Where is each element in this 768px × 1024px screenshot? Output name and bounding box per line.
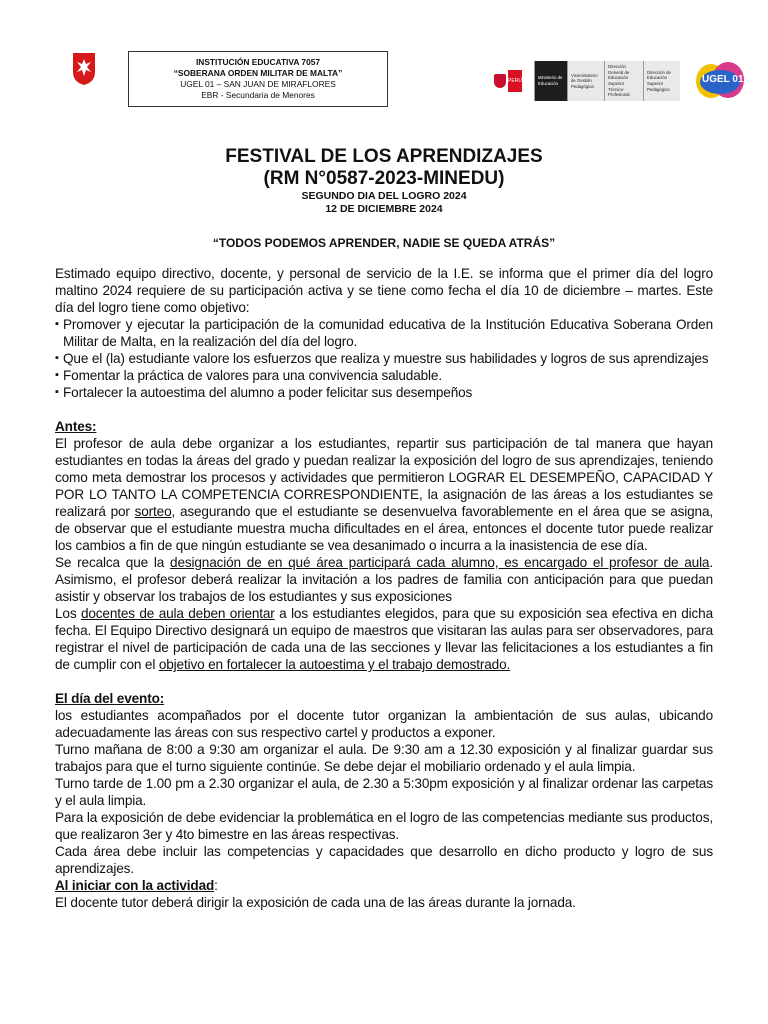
education-level: EBR - Secundaria de Menores [201,90,315,100]
ministry-logos [494,60,746,102]
subtitle-date: 12 DE DICIEMBRE 2024 [325,203,443,215]
title-line-2: (RM N°0587-2023-MINEDU) [263,168,505,189]
evento-paragraph: Cada área debe incluir las competencias y capacidades que desarrollo en dicho producto y logro de sus aprendizajes. [55,844,713,876]
institution-number: INSTITUCIÓN EDUCATIVA 7057 [195,57,321,67]
minedu-label: Ministerio de Educación [534,61,567,101]
objectives-list [55,316,713,401]
title-line-1: FESTIVAL DE LOS APRENDIZAJES [225,146,543,167]
document-title [0,146,768,216]
evento-paragraph: Turno tarde de 1.00 pm a 2.30 organizar el aula, de 2.30 a 5:30pm exposición y al finalizar ordenar las carpetas y el aula limpia. [55,776,713,808]
objective-item: ▪ Fomentar la práctica de valores para una convivencia saludable. [55,367,713,384]
evento-paragraph: los estudiantes acompañados por el docente tutor organizan la ambientación de sus aulas, ubicando adecuadamente las áreas con sus respectivo cartel y productos a exponer. [55,708,713,740]
motto: “TODOS PODEMOS APRENDER, NADIE SE QUEDA ATRÁS” [212,236,556,250]
peru-coat-of-arms-icon: PERÚ [494,61,534,101]
objective-item: ▪ Que el (la) estudiante valore los esfuerzos que realiza y muestre sus habilidades y logros de sus aprendizajes [55,350,713,367]
intro-paragraph: Estimado equipo directivo, docente, y personal de servicio de la I.E. se informa que el primer día del logro maltino 2024 requiere de su participación activa y se tiene como fecha el día 10 de diciembre – martes. Este día del logro tiene como objetivo: [55,266,713,315]
ugel-name: UGEL 01 – SAN JUAN DE MIRAFLORES [180,79,336,89]
antes-heading: Antes: [55,419,97,434]
evento-paragraph: Para la exposición de debe evidenciar la problemática en el logro de las competencias mediante sus productos, que realizaron 3er y 4to bimestre en las áreas respectivas. [55,810,713,842]
antes-paragraph-2: Se recalca que la designación de en qué área participará cada alumno, es encargado el profesor de aula. Asimismo, el profesor deberá realizar la invitación a los padres de familia con anticipación para que puedan asistir y observar los trabajos de los estudiantes y sus exposiciones [55,555,713,604]
evento-heading: El día del evento: [55,691,165,706]
objective-item: ▪ Promover y ejecutar la participación de la comunidad educativa de la Institución Educativa Soberana Orden Militar de Malta, en la realización del día del logro. [55,316,713,350]
maltese-cross-shield-icon [72,52,96,86]
viceministerio-label: Viceministerio de Gestión Pedagógica [567,61,604,101]
subtitle-day: SEGUNDO DIA DEL LOGRO 2024 [301,190,467,202]
antes-paragraph-3: Los docentes de aula deben orientar a los estudiantes elegidos, para que su exposición sea efectiva en dicha fecha. El Equipo Directivo designará un equipo de maestros que visitaran las aulas para ser observadores, para registrar el nivel de participación de cada una de las secciones y llevar las felicitaciones a los estudiantes a fin de cumplir con el objetivo en fortalecer la autoestima y el trabajo demostrado. [55,606,713,672]
institution-name: “SOBERANA ORDEN MILITAR DE MALTA” [173,68,343,78]
direccion-label: Dirección de Educación Superior Pedagógica [643,61,680,101]
antes-paragraph-1: El profesor de aula debe organizar a los estudiantes, repartir sus participación de tal manera que hayan estudiantes en todas la áreas del grado y puedan realizar la exposición del logro de sus aprendizajes, teniendo como meta demostrar los procesos y actividades que permitieron LOGRAR EL DESEMPEÑO, CAPACIDAD Y POR LO TANTO LA COMPETENCIA CORRESPONDIENTE, la asignación de las áreas a los estudiantes se realizará por sorteo, asegurando que el estudiante se desenvuelva favorablemente en el área que se asigna, de observar que el estudiante muestra mucha dificultades en el área, entonces el docente tutor puede realizar los cambios a fin de que ningún estudiante se vea desanimado o incurra a la inasistencia de ese día. [55,436,713,553]
ugel-01-logo-icon: UGEL 01 [696,62,746,100]
objective-item: ▪ Fortalecer la autoestima del alumno a poder felicitar sus desempeños [55,384,713,401]
iniciar-heading: Al iniciar con la actividad [55,878,215,893]
institution-header-box [128,51,388,107]
dirgen-label: Dirección General de Educación Superior Técnico-Profesional [604,61,643,101]
minedu-logo-strip [534,61,680,101]
evento-paragraph: Turno mañana de 8:00 a 9:30 am organizar el aula. De 9:30 am a 12.30 exposición y al finalizar guardar sus trabajos para que el turno siguiente continúe. Se debe dejar el mobiliario ordenado y el aula limpia. [55,742,713,774]
document-body: Estimado equipo directivo, docente, y personal de servicio de la I.E. se informa que el primer día del logro maltino 2024 requiere de su participación activa y se tiene como fecha el día 10 de diciembre – martes. Este día del logro tiene como objetivo: ▪ Promover y ejecutar la participación de la comunidad educativa de la Institución Educativa Soberana Orden Militar de Malta, en la realización del día del logro. ▪ Que el (la) estudiante valore los esfuerzos que realiza y muestre sus habilidades y logros de sus aprendizajes ▪ Fomentar la práctica de valores para una convivencia saludable. ▪ Fortalecer la autoestima del alumno a poder felicitar sus desempeños Antes: El profesor de aula debe organizar a los estudiantes, repartir sus participación de tal manera que hayan estudiantes en todas la áreas del grado y puedan realizar la exposición del logro de sus aprendizajes, teniendo como meta demostrar los procesos y actividades que permitieron LOGRAR EL DESEMPEÑO, CAPACIDAD Y POR LO TANTO LA COMPETENCIA CORRESPONDIENTE, la asignación de las áreas a los estudiantes se realizará por sorteo, asegurando que el estudiante se desenvuelva favorablemente en el área que se asigna, de observar que el estudiante muestra mucha dificultades en el área, entonces el docente tutor puede realizar los cambios a fin de que ningún estudiante se vea desanimado o incurra a la inasistencia de ese día. Se recalca que la designación de en qué área participará cada alumno, es encargado el profesor de aula. Asimismo, el profesor deberá realizar la invitación a los padres de familia con anticipación para que puedan asistir y observar los trabajos de los estudiantes y sus exposiciones Los docentes de aula deben orientar a los estudiantes elegidos, para que su exposición sea efectiva en dicha fecha. El Equipo Directivo designará un equipo de maestros que visitaran las aulas para ser observadores, para registrar el nivel de participación de cada una de las secciones y llevar las felicitaciones a los estudiantes a fin de cumplir con el objetivo en fortalecer la autoestima y el trabajo demostrado. El día del evento: los estudiantes acompañados por el docente tutor organizan la ambientación de sus aulas, ubicando adecuadamente las áreas con sus respectivo cartel y productos a exponer. Turno mañana de 8:00 a 9:30 am organizar el aula. De 9:30 am a 12.30 exposición y al finalizar guardar sus trabajos para que el turno siguiente continúe. Se debe dejar el mobiliario ordenado y el aula limpia. Turno tarde de 1.00 pm a 2.30 organizar el aula, de 2.30 a 5:30pm exposición y al finalizar ordenar las carpetas y el aula limpia. Para la exposición de debe evidenciar la problemática en el logro de las competencias mediante sus productos, que realizaron 3er y 4to bimestre en las áreas respectivas. Cada área debe incluir las competencias y capacidades que desarrollo en dicho producto y logro de sus aprendizajes. Al iniciar con la actividad: El docente tutor deberá dirigir la exposición de cada una de las áreas durante la jornada. [55,265,713,911]
iniciar-paragraph: El docente tutor deberá dirigir la exposición de cada una de las áreas durante la jornada. [55,895,576,910]
